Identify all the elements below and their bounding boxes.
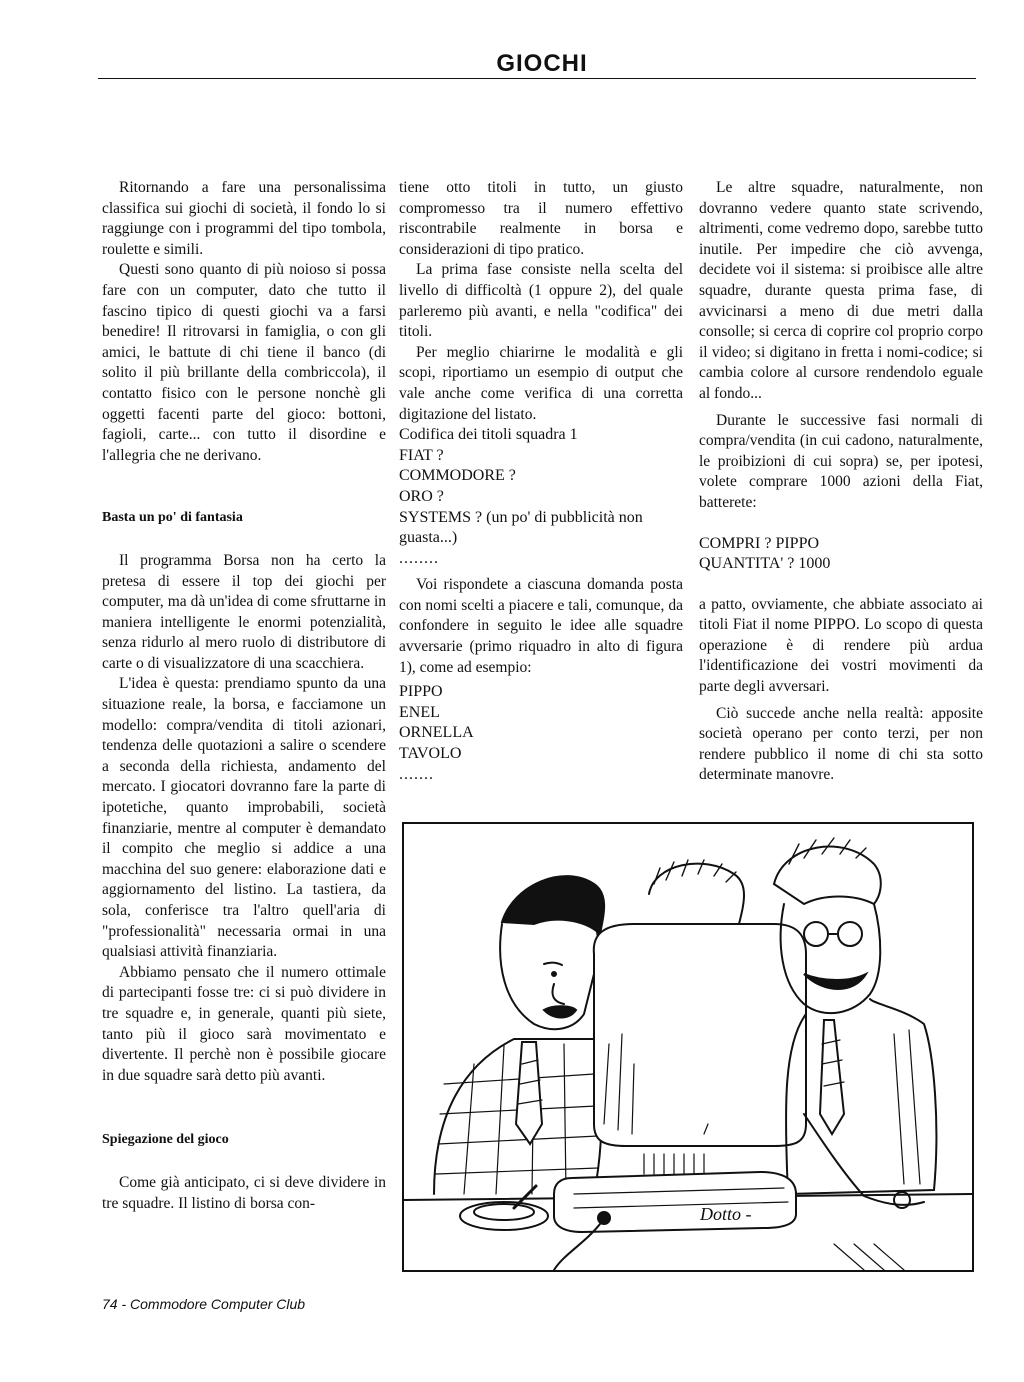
listing-line: FIAT ? [399,446,444,464]
listing-line: ORO ? [399,487,444,505]
paragraph: Durante le successive fasi normali di compra/vendita (in cui cadono, naturalmente, le proibizioni di cui sopra) se, per ipotesi, volete comprare 1000 azioni della Fiat, batterete: [699,411,983,511]
cartoon-illustration [402,822,974,1272]
paragraph: tiene otto titoli in tutto, un giusto compromesso tra il numero effettivo riscontrabile realmente in borsa e considerazioni di tipo pratico. [399,179,683,258]
paragraph: Il programma Borsa non ha certo la pretesa di essere il top dei giochi per computer, ma dà un'idea di come sfruttarne in maniera intelligente le enormi potenzialità, senza ridurlo al mero ruolo di distributore di carte o di visualizzatore di una scacchiera. [102,551,386,672]
paragraph: Voi rispondete a ciascuna domanda posta con nomi scelti a piacere e tali, comunque, da confondere in seguito le idee alle squadre avversarie (primo riquadro in alto di figura 1), come ad esempio: [399,576,683,676]
paragraph: Come già anticipato, ci si deve dividere in tre squadre. Il listino di borsa con- [102,1173,386,1212]
paragraph: Ciò succede anche nella realtà: apposite società operano per conto terzi, per non rendere pubblico il nome di chi sta sotto determinate manovre. [699,704,983,784]
page-footer: 74 - Commodore Computer Club [102,1296,306,1312]
paragraph: Abbiamo pensato che il numero ottimale di partecipanti fosse tre: ci si può dividere in tre squadre e, in generale, quanti più siete, tanto più il gioco sarà movimentato e divertente. Il perchè non è possibile giocare in due squadre sarà detto più avanti. [102,963,386,1084]
paragraph: L'idea è questa: prendiamo spunto da una situazione reale, la borsa, e facciamone un modello: compra/vendita di titoli azionari, tendenza delle quotazioni a salire o scendere a seconda della richiesta, andamento del mercato. I giocatori dovranno fare la parte di ipotetiche, quanto improbabili, società finanziarie, mentre al computer è demandato il compito che meglio si addice a una macchina del suo genere: elaborazione dati e aggiornamento del listino. La tastiera, da sola, conferisce tra l'altro quell'aria di "professionalità" necessaria ormai in una qualsiasi attività finanziaria. [102,675,386,961]
listing-line: SYSTEMS ? (un po' di pubblicità non guasta...) [399,508,643,547]
subheading: Spiegazione del gioco [102,1132,229,1148]
listing-line: COMMODORE ? [399,467,516,485]
paragraph: Per meglio chiarirne le modalità e gli scopi, riportiamo un esempio di output che vale anche come verifica di una corretta digitazione del listato. [399,343,683,423]
listing-line: ORNELLA [399,724,474,742]
listing-line: PIPPO [399,683,443,701]
column-3 [699,178,983,786]
code-names-listing [399,682,683,785]
program-output-listing [399,425,683,569]
paragraph: Questi sono quanto di più noioso si possa fare con un computer, dato che tutto il fascino tipico di questi giochi va a farsi benedire! Il ritrovarsi in famiglia, o con gli amici, le battute di chi tiene il banco (di solito il più brillante della combriccola), il contatto fisico con le persone nonchè gli oggetti facenti parte del gioco: bottoni, fagioli, carte... con tutto il disordine e l'allegria che ne derivano. [102,261,386,464]
cartoon-drawing [404,824,972,1270]
section-title: GIOCHI [496,50,588,77]
listing-line: ........ [399,549,439,567]
paragraph: a patto, ovviamente, che abbiate associato ai titoli Fiat il nome PIPPO. Lo scopo di questa operazione è di rendere più ardua l'identificazione dei vostri movimenti da parte degli avversari. [699,595,983,696]
listing-line: ....... [399,765,434,783]
listing-line: COMPRI ? PIPPO [699,534,820,552]
paragraph: Ritornando a fare una personalissima classifica sui giochi di società, il fondo lo si raggiunge con i programmi del tipo tombola, roulette e simili. [102,179,386,258]
paragraph: Le altre squadre, naturalmente, non dovranno vedere quanto state scrivendo, altrimenti, come vedremo dopo, sarebbe tutto inutile. Per impedire che ciò avvenga, decidete voi il sistema: si proibisce alle altre squadre, durante questa prima fase, di avvicinarsi a meno di due metri dalla consolle; si cerca di coprire col proprio corpo il video; si digitano in fretta i nomi-codice; si cambia colore al cursore rendendolo eguale al fondo... [699,179,983,402]
column-2 [399,178,683,785]
listing-line: TAVOLO [399,745,462,763]
column-1 [102,178,386,1214]
header-rule [98,78,976,79]
buy-command-listing [699,534,983,575]
listing-line: QUANTITA' ? 1000 [699,555,831,573]
artist-signature: Dotto - [700,1204,752,1224]
listing-line: Codifica dei titoli squadra 1 [399,426,578,444]
subheading: Basta un po' di fantasia [102,510,243,526]
paragraph: La prima fase consiste nella scelta del livello di difficoltà (1 oppure 2), del quale parleremo più avanti, e nella "codifica" dei titoli. [399,261,683,341]
listing-line: ENEL [399,703,440,721]
